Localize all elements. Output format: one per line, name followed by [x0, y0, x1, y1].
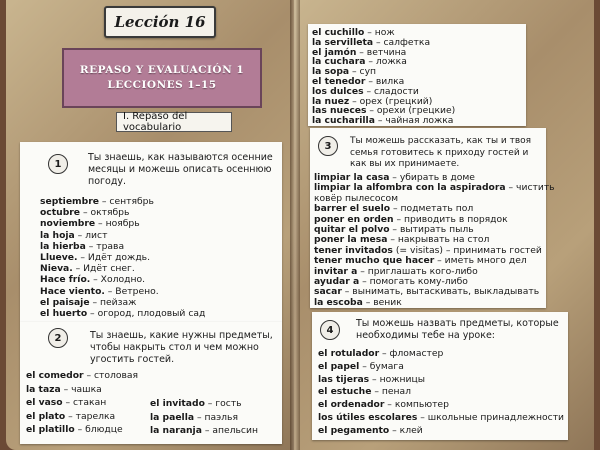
- russian-translation: – иметь много дел: [434, 255, 527, 267]
- spanish-term: los útiles escolares: [318, 412, 418, 423]
- vocab-entry: [314, 297, 402, 308]
- spanish-term: la nuez: [312, 95, 350, 107]
- russian-translation: – пейзаж: [89, 296, 137, 308]
- spanish-term: quitar el polvo: [314, 224, 390, 235]
- russian-translation: – огород, плодовый сад: [87, 308, 206, 319]
- exercise-4-box: [312, 312, 568, 440]
- exercise-4-number: 4: [320, 320, 340, 340]
- exercise-1-prompt: Ты знаешь, как называются осенние месяцы и можешь описать осеннюю погоду.: [88, 152, 273, 187]
- russian-translation: – лист: [74, 229, 108, 241]
- spanish-term: la cuchara: [312, 56, 366, 68]
- spanish-term: la sopa: [312, 66, 350, 78]
- review-banner: [62, 48, 262, 108]
- spanish-term: el comedor: [26, 370, 84, 381]
- spanish-term: el huerto: [40, 308, 88, 319]
- russian-translation: – Идёт дождь.: [77, 252, 151, 263]
- vocab-entry: [26, 424, 123, 435]
- spanish-term: limpiar la casa: [314, 172, 390, 183]
- vocab-entry: [314, 286, 539, 297]
- vocab-entry: [314, 224, 474, 235]
- russian-translation: – трава: [85, 240, 125, 252]
- spanish-term: la naranja: [150, 425, 202, 436]
- spanish-term: las tijeras: [318, 373, 370, 385]
- exercise-2-box: [20, 322, 282, 444]
- russian-translation: – накрывать на стол: [387, 234, 490, 246]
- vocab-entry: [318, 348, 443, 359]
- russian-translation: – октябрь: [80, 207, 130, 219]
- russian-translation: – бумага: [359, 360, 404, 372]
- russian-translation: (= visitas) – принимать гостей: [392, 244, 542, 256]
- russian-translation: – гость: [204, 398, 242, 409]
- vocab-entry: [40, 297, 136, 308]
- vocab-entry: [40, 308, 205, 319]
- spanish-term: el tenedor: [312, 76, 366, 87]
- spanish-term: el ordenador: [318, 399, 385, 411]
- vocab-entry: [40, 207, 129, 218]
- russian-translation: – помогать кому-либо: [359, 276, 468, 287]
- vocab-entry: [40, 230, 107, 241]
- spanish-term: poner en orden: [314, 213, 394, 225]
- spanish-term: el estuche: [318, 386, 372, 398]
- spanish-term: octubre: [40, 207, 81, 219]
- russian-translation: – суп: [349, 66, 377, 78]
- section-label: I. Repaso del vocabulario: [116, 112, 232, 132]
- book-spine: [290, 0, 300, 450]
- russian-translation: – паэлья: [194, 411, 238, 423]
- russian-translation: – стакан: [62, 397, 107, 408]
- spanish-term: Llueve.: [40, 252, 78, 263]
- vocab-entry: [318, 386, 411, 397]
- russian-translation: – орех (грецкий): [349, 95, 433, 107]
- russian-translation: – чистить: [505, 182, 555, 194]
- russian-translation: – тарелка: [65, 410, 116, 422]
- spanish-term: limpiar la alfombra con la aspiradora: [314, 182, 506, 194]
- spanish-term: tener invitados: [314, 244, 393, 256]
- banner-line-1: REPASO Y EVALUACIÓN 1: [79, 64, 245, 76]
- vocab-entry: [40, 252, 150, 263]
- russian-translation: – убирать в доме: [389, 172, 475, 183]
- spanish-term: los dulces: [312, 85, 364, 97]
- russian-translation: ковёр пылесосом: [314, 192, 399, 204]
- russian-translation: – вынимать, вытаскивать, выкладывать: [341, 286, 540, 298]
- vocab-entry: [40, 218, 140, 229]
- russian-translation: – вилка: [365, 76, 405, 87]
- russian-translation: – нож: [364, 27, 395, 38]
- banner-line-2: LECCIONES 1–15: [107, 79, 217, 91]
- vocab-entry: [26, 411, 115, 422]
- spanish-term: Nieva.: [40, 263, 73, 275]
- spanish-term: el jamón: [312, 46, 357, 58]
- russian-translation: – ложка: [365, 56, 407, 68]
- russian-translation: – сладости: [363, 85, 419, 97]
- spanish-term: el rotulador: [318, 348, 380, 359]
- spanish-term: el platillo: [26, 424, 75, 435]
- spanish-term: el pegamento: [318, 424, 390, 436]
- vocab-entry: [318, 412, 564, 423]
- spanish-term: el paisaje: [40, 296, 90, 308]
- spanish-term: septiembre: [40, 196, 99, 207]
- exercise-2-number: 2: [48, 328, 68, 348]
- vocab-entry: [314, 214, 508, 225]
- vocab-entry: [314, 193, 398, 204]
- lesson-title: Lección 16: [114, 13, 206, 31]
- spanish-term: poner la mesa: [314, 234, 388, 246]
- vocab-entry: [150, 425, 258, 436]
- exercise-3-prompt: Ты можешь рассказать, как ты и твоя семья готовитесь к приходу гостей и как вы их принимаете.: [350, 136, 532, 169]
- exercise-3-number: 3: [318, 136, 338, 156]
- vocab-entry: [40, 241, 124, 252]
- russian-translation: – компьютер: [384, 399, 449, 411]
- exercise-3-box: [310, 128, 555, 308]
- russian-translation: – столовая: [83, 370, 139, 381]
- spanish-term: el invitado: [150, 398, 205, 409]
- spanish-term: el vaso: [26, 397, 63, 408]
- spanish-term: la cucharilla: [312, 115, 375, 127]
- russian-translation: – Идёт снег.: [72, 263, 135, 275]
- russian-translation: – клей: [389, 424, 423, 436]
- vocab-entry: [314, 182, 555, 193]
- spanish-term: Hace viento.: [40, 285, 105, 297]
- russian-translation: – чашка: [60, 383, 102, 395]
- russian-translation: – фломастер: [379, 348, 444, 359]
- russian-translation: – Холодно.: [90, 274, 145, 286]
- spanish-term: el plato: [26, 410, 66, 422]
- vocab-entry: [150, 412, 238, 423]
- russian-translation: – подметать пол: [390, 203, 474, 215]
- exercise-2-prompt: Ты знаешь, какие нужны предметы, чтобы накрыть стол и чем можно угостить гостей.: [90, 330, 273, 365]
- spanish-term: la escoba: [314, 296, 363, 308]
- spanish-term: tener mucho que hacer: [314, 255, 435, 267]
- vocab-entry: [312, 115, 453, 126]
- russian-translation: – сентябрь: [98, 196, 154, 207]
- vocab-entry: [314, 276, 468, 287]
- vocab-entry: [318, 361, 404, 372]
- spanish-term: el cuchillo: [312, 27, 365, 38]
- spanish-term: sacar: [314, 286, 342, 298]
- vocab-entry: [314, 255, 527, 266]
- exercise-1-box: [20, 142, 282, 322]
- exercise-4-prompt: Ты можешь назвать предметы, которые необходимы тебе на уроке:: [356, 318, 559, 341]
- vocabulary-continued-box: [308, 24, 526, 126]
- spanish-term: Hace frío.: [40, 274, 91, 286]
- russian-translation: – салфетка: [373, 36, 431, 48]
- vocab-entry: [26, 384, 102, 395]
- vocab-entry: [318, 425, 423, 436]
- vocab-entry: [26, 397, 106, 408]
- vocab-entry: [314, 266, 478, 277]
- russian-translation: – апельсин: [201, 425, 258, 436]
- spanish-term: la hoja: [40, 229, 75, 241]
- vocab-entry: [40, 263, 135, 274]
- russian-translation: – приводить в порядок: [393, 213, 508, 225]
- vocab-entry: [40, 286, 159, 297]
- lesson-title-box: [104, 6, 216, 38]
- exercise-1-number: 1: [48, 154, 68, 174]
- spanish-term: el papel: [318, 360, 360, 372]
- vocab-entry: [314, 203, 473, 214]
- vocab-entry: [318, 399, 449, 410]
- spanish-term: invitar a: [314, 265, 358, 277]
- russian-translation: – ноябрь: [95, 218, 140, 230]
- spanish-term: barrer el suelo: [314, 203, 391, 215]
- vocab-entry: [314, 172, 475, 183]
- russian-translation: – пенал: [371, 386, 412, 398]
- vocab-entry: [318, 374, 425, 385]
- russian-translation: – ножницы: [369, 373, 425, 385]
- russian-translation: – школьные принадлежности: [417, 412, 565, 423]
- vocab-entry: [314, 245, 542, 256]
- russian-translation: – вытирать пыль: [389, 224, 474, 235]
- vocab-entry: [40, 274, 145, 285]
- russian-translation: – блюдце: [74, 424, 123, 435]
- russian-translation: – приглашать кого-либо: [357, 265, 478, 277]
- spanish-term: las nueces: [312, 105, 367, 117]
- russian-translation: – Ветрено.: [104, 285, 159, 297]
- russian-translation: – орехи (грецкие): [366, 105, 456, 117]
- russian-translation: – веник: [362, 296, 402, 308]
- vocab-entry: [314, 234, 489, 245]
- spanish-term: la taza: [26, 383, 61, 395]
- vocab-entry: [150, 398, 242, 409]
- spanish-term: ayudar a: [314, 276, 360, 287]
- spanish-term: la servilleta: [312, 36, 374, 48]
- russian-translation: – чайная ложка: [374, 115, 454, 127]
- spanish-term: noviembre: [40, 218, 96, 230]
- russian-translation: – ветчина: [356, 46, 407, 58]
- spanish-term: la paella: [150, 411, 195, 423]
- vocab-entry: [40, 196, 154, 207]
- vocab-entry: [26, 370, 138, 381]
- spanish-term: la hierba: [40, 240, 86, 252]
